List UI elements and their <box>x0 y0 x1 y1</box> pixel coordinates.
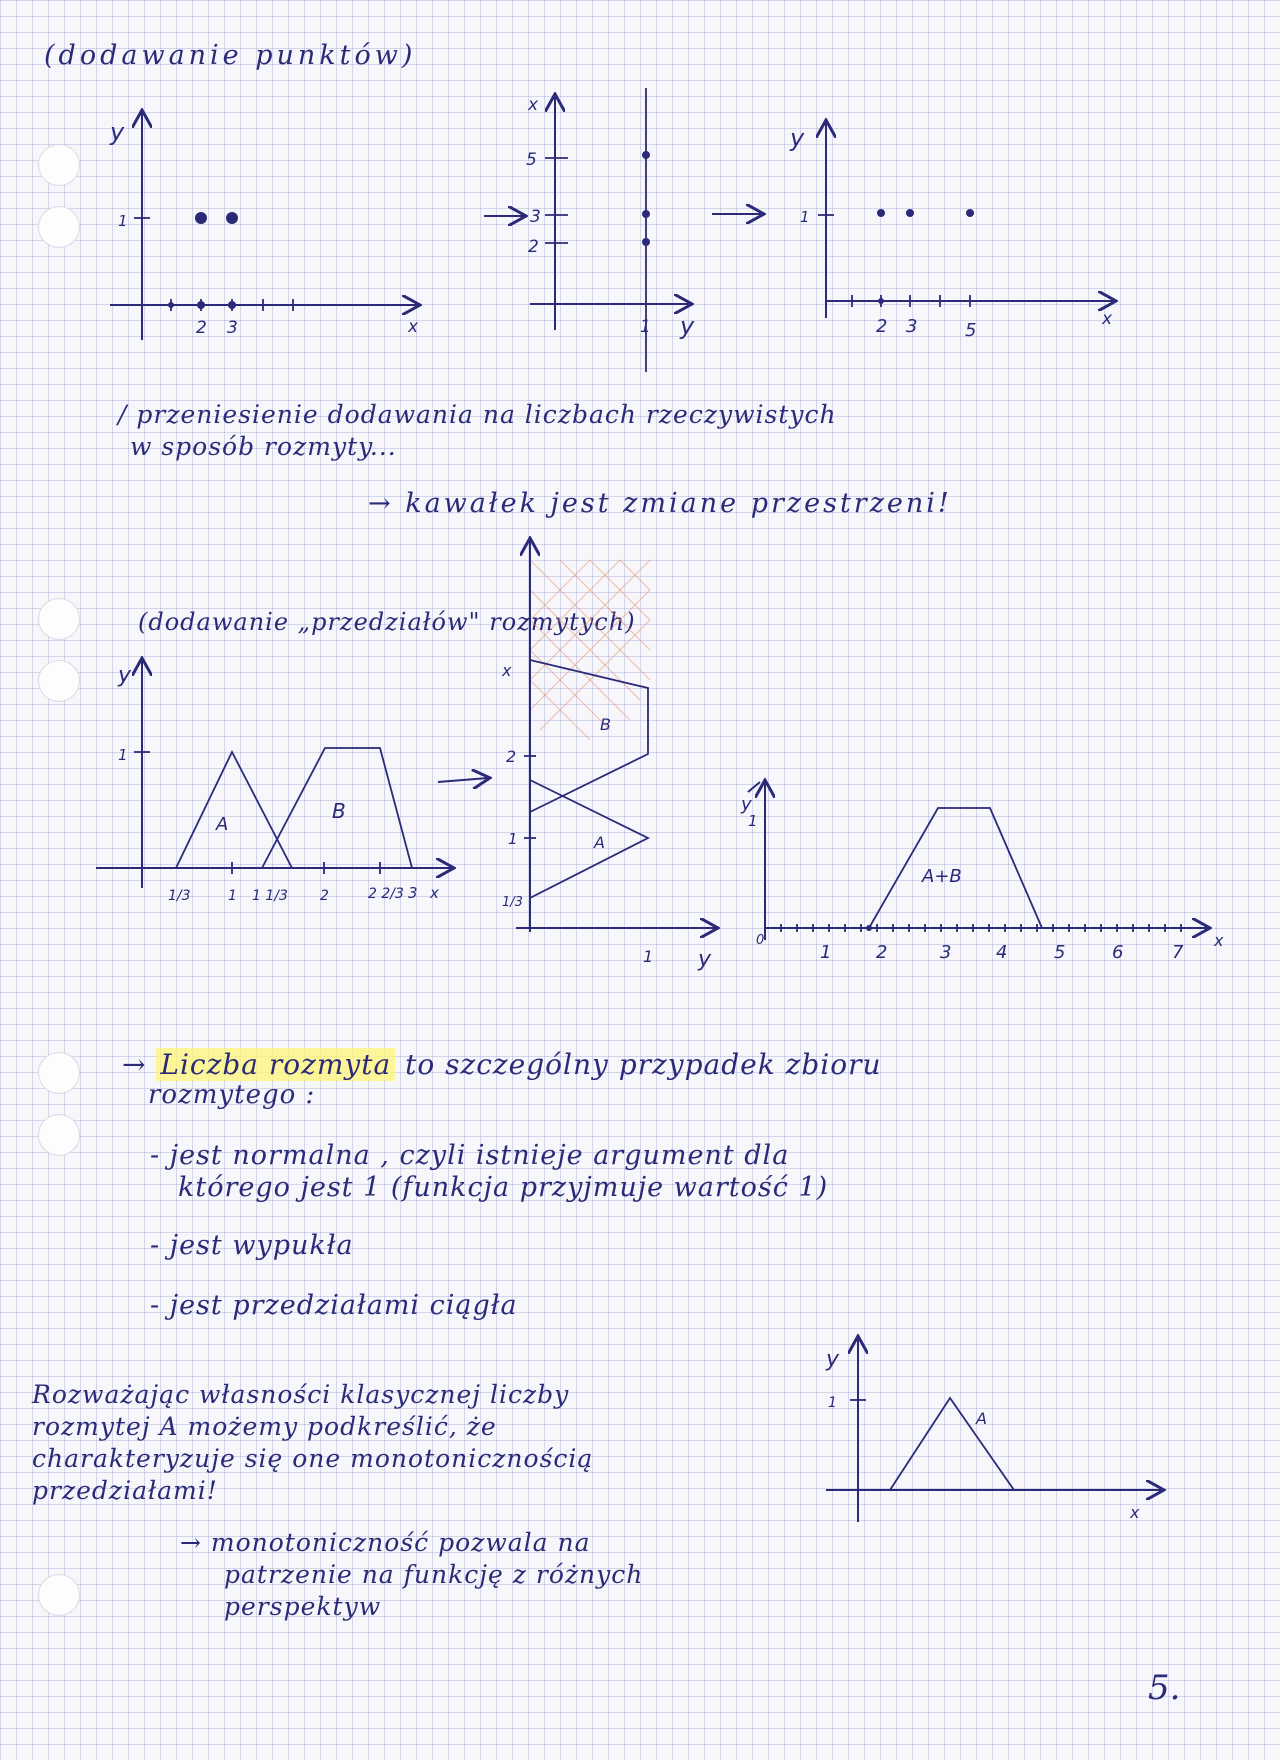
graph-fuzzy-a <box>825 1338 1162 1522</box>
bullet-normal-1: - jest normalna , czyli istnieje argument dla <box>150 1140 790 1171</box>
y-axis-label: y <box>110 118 125 146</box>
x-axis-label: x <box>528 95 539 115</box>
tick-label: 1 <box>643 947 654 966</box>
tick-label: 1/3 <box>502 895 523 910</box>
point <box>966 209 974 217</box>
x-axis-label: x <box>1102 309 1113 329</box>
y-axis-label: y <box>826 1347 840 1372</box>
point <box>228 301 236 309</box>
label-a: A <box>216 814 229 835</box>
x-axis-label: x <box>502 661 512 680</box>
y-tick-label: 1 <box>828 1395 837 1411</box>
point <box>197 301 205 309</box>
y-tick-label: 1 <box>800 208 810 226</box>
bullet-continuous: - jest przedziałami ciągła <box>150 1290 518 1321</box>
hatching <box>530 560 650 740</box>
graph-points-result <box>789 122 1114 341</box>
note-arrow-line: → kawałek jest zmiane przestrzeni! <box>368 488 952 519</box>
x-tick-label: 1 1/3 <box>252 888 288 904</box>
x-tick-label: 2 <box>876 942 888 963</box>
x-axis-label: x <box>408 317 419 337</box>
x-axis-label: x <box>1214 931 1224 950</box>
triangle-a <box>890 1398 1014 1490</box>
label-b: B <box>332 799 346 823</box>
x-tick-label: 3 <box>408 884 418 902</box>
tick-label: 1 <box>508 830 518 848</box>
label-a: A <box>976 1409 987 1428</box>
point <box>168 302 174 308</box>
point <box>642 151 650 159</box>
x-tick-label: 2 <box>196 318 207 338</box>
point <box>642 210 650 218</box>
y-axis-label: y <box>741 794 752 815</box>
x-tick-label: 1/3 <box>168 888 191 904</box>
x-tick-label: 5 <box>1054 942 1066 963</box>
heading-points: (dodawanie punktów) <box>44 40 417 71</box>
label-a: A <box>594 833 605 852</box>
triangle-a <box>176 752 292 868</box>
y-tick-label: 1 <box>118 212 128 230</box>
y-axis-label: y <box>790 124 805 152</box>
y-tick-label: 1 <box>748 812 758 830</box>
graph-fuzzy-ab <box>96 660 452 904</box>
monotonicity-line-2: patrzenie na funkcję z różnych <box>224 1560 644 1589</box>
sum-label: A+B <box>922 866 962 887</box>
x-tick-label: 6 <box>1112 942 1124 963</box>
graph-points-1 <box>109 112 419 340</box>
y-axis-label: y <box>698 947 712 972</box>
x-axis-label: x <box>1130 1503 1140 1522</box>
x-tick-label: 3 <box>940 942 952 963</box>
point <box>195 212 207 224</box>
bullet-convex: - jest wypukła <box>150 1230 354 1261</box>
triangle-a <box>530 780 648 898</box>
x-tick-label: 1 <box>228 888 237 904</box>
graph-points-rotated <box>526 88 695 372</box>
arrow-to-sum <box>748 782 760 792</box>
heading-fuzzy-intervals: (dodawanie „przedziałów" rozmytych) <box>138 608 636 636</box>
tick-label: 2 <box>528 237 539 257</box>
tick-label: 3 <box>530 207 541 227</box>
x-tick-label: 4 <box>996 942 1008 963</box>
point <box>226 212 238 224</box>
paragraph-line-3: charakteryzuje się one monotonicznością <box>32 1444 594 1473</box>
x-tick-label: 1 <box>820 942 832 963</box>
x-tick-label: 3 <box>227 318 238 338</box>
bullet-normal-2: którego jest 1 (funkcja przyjmuje wartość 1) <box>178 1172 829 1203</box>
paragraph-line-1: Rozważając własności klasycznej liczby <box>32 1380 570 1409</box>
arrow-to-rotated-fuzzy <box>438 778 488 782</box>
point <box>906 209 914 217</box>
definition-rest: to szczególny przypadek zbioru <box>405 1048 882 1081</box>
y-axis-label: y <box>118 663 132 688</box>
tick-label: 2 <box>506 747 517 766</box>
paragraph-line-2: rozmytej A możemy podkreślić, że <box>32 1412 497 1441</box>
x-tick-label: 2 <box>876 316 888 337</box>
tick-label: 1 <box>640 317 651 337</box>
definition-arrow: → <box>122 1048 157 1081</box>
y-axis-label: y <box>680 312 695 340</box>
x-tick-label: 3 <box>906 316 918 337</box>
note-line-1: / przeniesienie dodawania na liczbach rzeczywistych <box>118 400 837 429</box>
x-axis-label: x <box>430 884 439 902</box>
origin-label: 0 <box>756 933 765 948</box>
point <box>642 238 650 246</box>
x-tick-label: 2 2/3 <box>368 886 404 902</box>
definition-line-2: rozmytego : <box>148 1080 316 1110</box>
label-b: B <box>600 715 611 734</box>
monotonicity-line-3: perspektyw <box>224 1592 382 1621</box>
note-line-2: w sposób rozmyty... <box>130 432 397 461</box>
highlight-term: Liczba rozmyta <box>156 1048 395 1081</box>
page-number: 5. <box>1148 1668 1181 1708</box>
graph-fuzzy-sum <box>740 782 1224 963</box>
y-tick-label: 1 <box>118 746 128 764</box>
x-tick-label: 7 <box>1172 942 1184 963</box>
point <box>866 925 872 931</box>
tick-label: 5 <box>526 150 537 170</box>
point <box>878 298 884 304</box>
graph-fuzzy-rotated <box>501 540 716 972</box>
x-tick-label: 5 <box>965 320 977 341</box>
point <box>877 209 885 217</box>
monotonicity-line-1: → monotoniczność pozwala na <box>180 1528 591 1557</box>
x-tick-label: 2 <box>320 888 329 904</box>
paragraph-line-4: przedziałami! <box>32 1476 218 1505</box>
